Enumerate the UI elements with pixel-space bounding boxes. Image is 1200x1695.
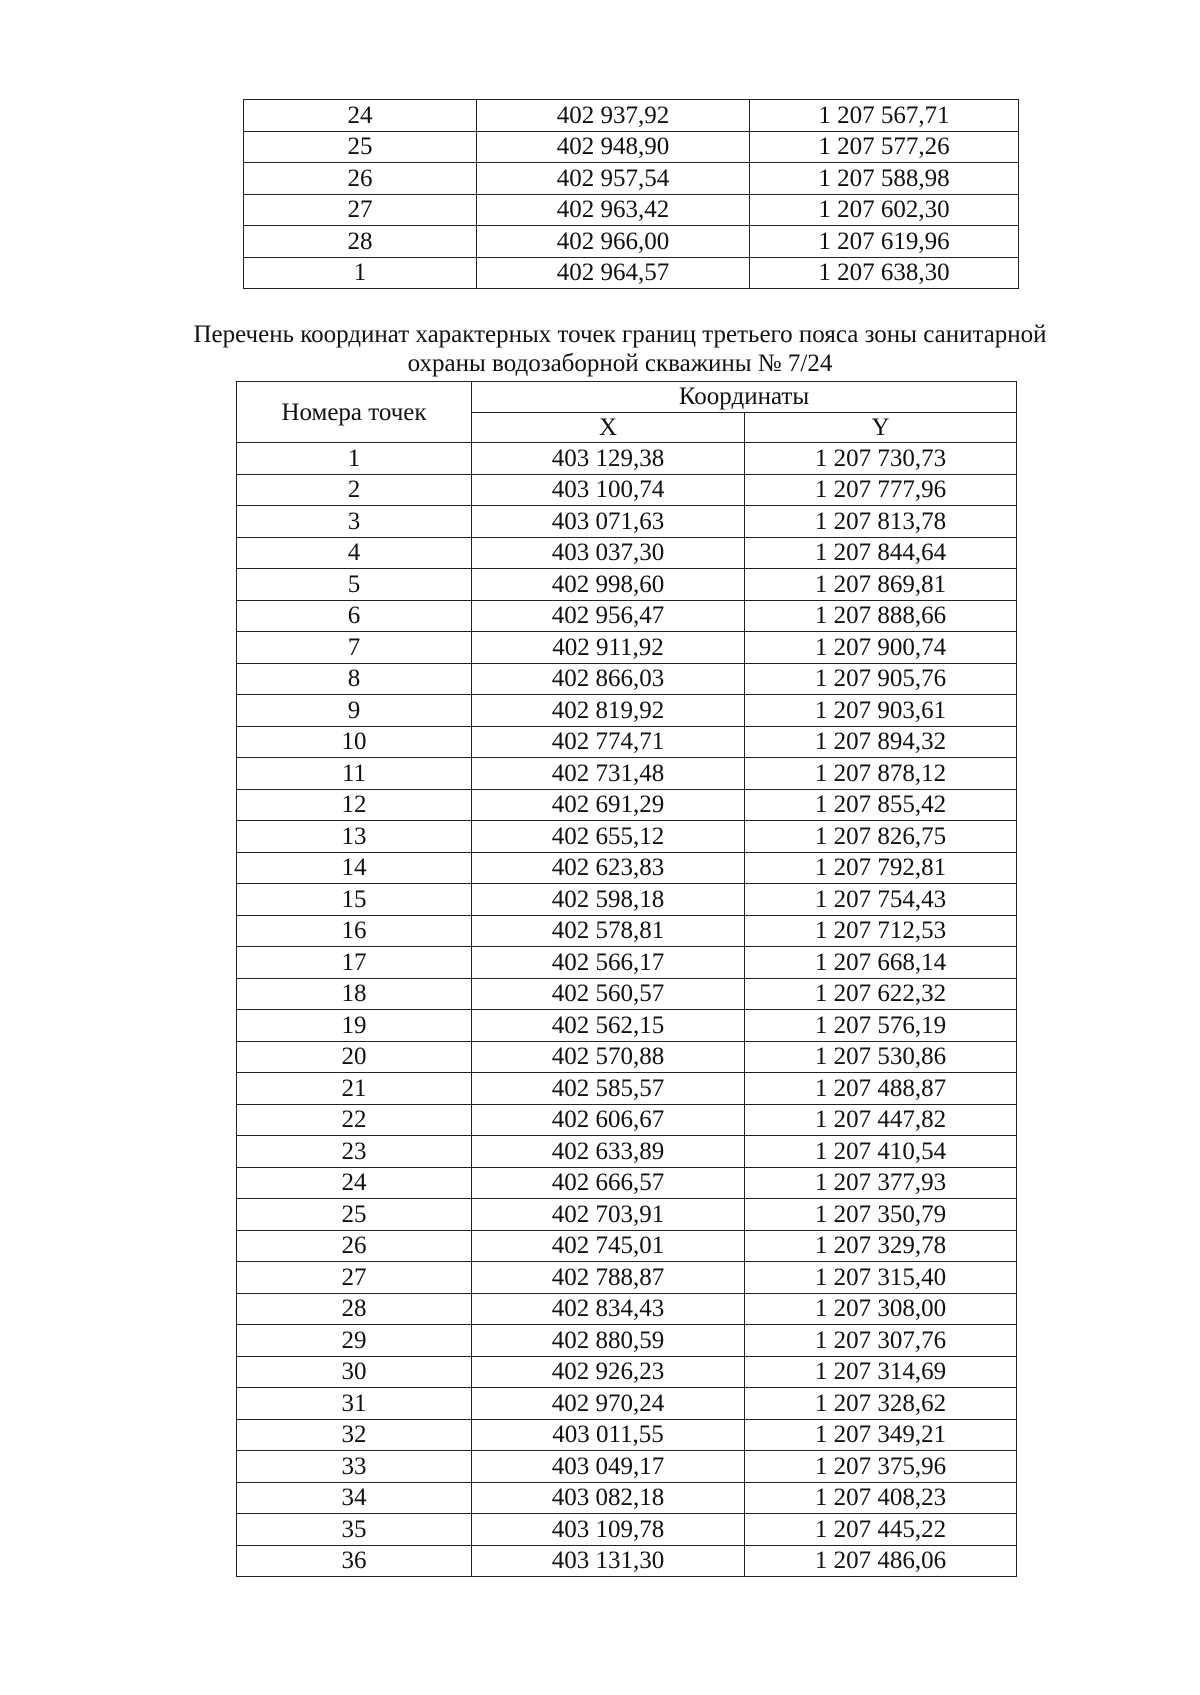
y-coordinate-cell: 1 207 668,14: [745, 947, 1017, 979]
x-coordinate-cell: 402 731,48: [472, 758, 745, 790]
point-number-cell: 34: [237, 1482, 472, 1514]
x-coordinate-cell: 402 866,03: [472, 663, 745, 695]
y-coordinate-cell: 1 207 576,19: [745, 1010, 1017, 1042]
point-number-cell: 1: [237, 443, 472, 475]
y-coordinate-cell: 1 207 754,43: [745, 884, 1017, 916]
y-coordinate-cell: 1 207 314,69: [745, 1356, 1017, 1388]
x-coordinate-cell: 403 129,38: [472, 443, 745, 475]
x-coordinate-cell: 403 109,78: [472, 1514, 745, 1546]
y-coordinate-cell: 1 207 350,79: [745, 1199, 1017, 1231]
y-coordinate-cell: 1 207 567,71: [750, 100, 1019, 132]
point-number-cell: 23: [237, 1136, 472, 1168]
point-number-cell: 4: [237, 537, 472, 569]
point-number-cell: 21: [237, 1073, 472, 1105]
table-row: [237, 978, 1017, 1010]
point-number-cell: 13: [237, 821, 472, 853]
x-coordinate-cell: 403 131,30: [472, 1545, 745, 1577]
x-coordinate-cell: 402 970,24: [472, 1388, 745, 1420]
top-coordinates-table: [243, 99, 1019, 289]
table-row: [244, 163, 1019, 195]
y-coordinate-cell: 1 207 900,74: [745, 632, 1017, 664]
point-number-cell: 19: [237, 1010, 472, 1042]
y-coordinate-cell: 1 207 410,54: [745, 1136, 1017, 1168]
x-coordinate-cell: 402 598,18: [472, 884, 745, 916]
table-body: [237, 443, 1017, 1577]
table-row: [244, 257, 1019, 289]
x-coordinate-cell: 402 834,43: [472, 1293, 745, 1325]
x-coordinate-cell: 402 633,89: [472, 1136, 745, 1168]
point-number-cell: 33: [237, 1451, 472, 1483]
y-coordinate-cell: 1 207 712,53: [745, 915, 1017, 947]
x-coordinate-cell: 402 691,29: [472, 789, 745, 821]
x-coordinate-cell: 402 788,87: [472, 1262, 745, 1294]
point-number-cell: 1: [244, 257, 477, 289]
table-row: [237, 569, 1017, 601]
x-coordinate-cell: 402 585,57: [472, 1073, 745, 1105]
table-row: [244, 100, 1019, 132]
x-coordinate-cell: 402 703,91: [472, 1199, 745, 1231]
table-row: [237, 1356, 1017, 1388]
table-row: [244, 131, 1019, 163]
table-row: [237, 1167, 1017, 1199]
point-number-cell: 27: [237, 1262, 472, 1294]
y-coordinate-cell: 1 207 903,61: [745, 695, 1017, 727]
y-coordinate-cell: 1 207 307,76: [745, 1325, 1017, 1357]
table-row: [237, 1010, 1017, 1042]
point-number-cell: 27: [244, 194, 477, 226]
x-coordinate-cell: 402 666,57: [472, 1167, 745, 1199]
table-caption: [120, 320, 1120, 378]
x-coordinate-cell: 402 560,57: [472, 978, 745, 1010]
table-row: [237, 947, 1017, 979]
point-number-cell: 17: [237, 947, 472, 979]
x-coordinate-cell: 402 956,47: [472, 600, 745, 632]
x-coordinate-cell: 402 623,83: [472, 852, 745, 884]
point-number-cell: 6: [237, 600, 472, 632]
y-coordinate-cell: 1 207 619,96: [750, 226, 1019, 258]
header-points: Номера точек: [237, 382, 472, 443]
point-number-cell: 11: [237, 758, 472, 790]
table-row: [237, 1545, 1017, 1577]
x-coordinate-cell: 403 011,55: [472, 1419, 745, 1451]
x-coordinate-cell: 402 570,88: [472, 1041, 745, 1073]
y-coordinate-cell: 1 207 888,66: [745, 600, 1017, 632]
x-coordinate-cell: 402 963,42: [477, 194, 750, 226]
x-coordinate-cell: 402 562,15: [472, 1010, 745, 1042]
point-number-cell: 28: [237, 1293, 472, 1325]
x-coordinate-cell: 402 606,67: [472, 1104, 745, 1136]
table-row: [237, 1073, 1017, 1105]
x-coordinate-cell: 403 037,30: [472, 537, 745, 569]
x-coordinate-cell: 402 957,54: [477, 163, 750, 195]
point-number-cell: 32: [237, 1419, 472, 1451]
caption-line-1: Перечень координат характерных точек границ третьего пояса зоны санитарной: [193, 321, 1047, 348]
y-coordinate-cell: 1 207 878,12: [745, 758, 1017, 790]
y-coordinate-cell: 1 207 813,78: [745, 506, 1017, 538]
point-number-cell: 26: [244, 163, 477, 195]
y-coordinate-cell: 1 207 855,42: [745, 789, 1017, 821]
table-row: [237, 1230, 1017, 1262]
table-row: [237, 758, 1017, 790]
x-coordinate-cell: 402 948,90: [477, 131, 750, 163]
y-coordinate-cell: 1 207 905,76: [745, 663, 1017, 695]
table-row: [237, 600, 1017, 632]
point-number-cell: 16: [237, 915, 472, 947]
table-row: [237, 1514, 1017, 1546]
x-coordinate-cell: 402 964,57: [477, 257, 750, 289]
y-coordinate-cell: 1 207 486,06: [745, 1545, 1017, 1577]
y-coordinate-cell: 1 207 730,73: [745, 443, 1017, 475]
table-row: [237, 1419, 1017, 1451]
y-coordinate-cell: 1 207 328,62: [745, 1388, 1017, 1420]
table-row: [237, 1199, 1017, 1231]
x-coordinate-cell: 402 998,60: [472, 569, 745, 601]
x-coordinate-cell: 403 071,63: [472, 506, 745, 538]
x-coordinate-cell: 403 049,17: [472, 1451, 745, 1483]
point-number-cell: 22: [237, 1104, 472, 1136]
x-coordinate-cell: 402 880,59: [472, 1325, 745, 1357]
y-coordinate-cell: 1 207 530,86: [745, 1041, 1017, 1073]
point-number-cell: 28: [244, 226, 477, 258]
table-row: [237, 1136, 1017, 1168]
point-number-cell: 8: [237, 663, 472, 695]
y-coordinate-cell: 1 207 447,82: [745, 1104, 1017, 1136]
table-row: [237, 1293, 1017, 1325]
point-number-cell: 10: [237, 726, 472, 758]
table-header: [237, 382, 1017, 443]
x-coordinate-cell: 402 774,71: [472, 726, 745, 758]
header-x: X: [472, 412, 745, 443]
header-coordinates: Координаты: [472, 382, 1017, 413]
header-y: Y: [745, 412, 1017, 443]
point-number-cell: 35: [237, 1514, 472, 1546]
point-number-cell: 5: [237, 569, 472, 601]
point-number-cell: 25: [244, 131, 477, 163]
table-row: [237, 1262, 1017, 1294]
y-coordinate-cell: 1 207 377,93: [745, 1167, 1017, 1199]
point-number-cell: 18: [237, 978, 472, 1010]
x-coordinate-cell: 403 082,18: [472, 1482, 745, 1514]
y-coordinate-cell: 1 207 622,32: [745, 978, 1017, 1010]
y-coordinate-cell: 1 207 349,21: [745, 1419, 1017, 1451]
table-row: [237, 474, 1017, 506]
y-coordinate-cell: 1 207 577,26: [750, 131, 1019, 163]
table-row: [244, 226, 1019, 258]
x-coordinate-cell: 402 926,23: [472, 1356, 745, 1388]
coordinates-table: [236, 381, 1017, 1577]
x-coordinate-cell: 403 100,74: [472, 474, 745, 506]
table-row: [237, 1041, 1017, 1073]
y-coordinate-cell: 1 207 894,32: [745, 726, 1017, 758]
point-number-cell: 31: [237, 1388, 472, 1420]
table-row: [237, 789, 1017, 821]
point-number-cell: 26: [237, 1230, 472, 1262]
point-number-cell: 20: [237, 1041, 472, 1073]
x-coordinate-cell: 402 819,92: [472, 695, 745, 727]
point-number-cell: 30: [237, 1356, 472, 1388]
point-number-cell: 2: [237, 474, 472, 506]
table-row: [237, 695, 1017, 727]
x-coordinate-cell: 402 966,00: [477, 226, 750, 258]
point-number-cell: 7: [237, 632, 472, 664]
table-row: [237, 443, 1017, 475]
point-number-cell: 24: [237, 1167, 472, 1199]
table-row: [237, 1451, 1017, 1483]
x-coordinate-cell: 402 937,92: [477, 100, 750, 132]
table-row: [237, 663, 1017, 695]
point-number-cell: 15: [237, 884, 472, 916]
y-coordinate-cell: 1 207 408,23: [745, 1482, 1017, 1514]
point-number-cell: 14: [237, 852, 472, 884]
y-coordinate-cell: 1 207 826,75: [745, 821, 1017, 853]
table-row: [237, 726, 1017, 758]
y-coordinate-cell: 1 207 315,40: [745, 1262, 1017, 1294]
table-row: [237, 632, 1017, 664]
y-coordinate-cell: 1 207 588,98: [750, 163, 1019, 195]
y-coordinate-cell: 1 207 844,64: [745, 537, 1017, 569]
point-number-cell: 29: [237, 1325, 472, 1357]
table-row: [237, 852, 1017, 884]
y-coordinate-cell: 1 207 638,30: [750, 257, 1019, 289]
x-coordinate-cell: 402 578,81: [472, 915, 745, 947]
x-coordinate-cell: 402 566,17: [472, 947, 745, 979]
y-coordinate-cell: 1 207 329,78: [745, 1230, 1017, 1262]
point-number-cell: 3: [237, 506, 472, 538]
point-number-cell: 36: [237, 1545, 472, 1577]
y-coordinate-cell: 1 207 602,30: [750, 194, 1019, 226]
table-row: [237, 1388, 1017, 1420]
x-coordinate-cell: 402 911,92: [472, 632, 745, 664]
y-coordinate-cell: 1 207 792,81: [745, 852, 1017, 884]
point-number-cell: 12: [237, 789, 472, 821]
table-row: [237, 506, 1017, 538]
table-row: [237, 1104, 1017, 1136]
table-row: [244, 194, 1019, 226]
y-coordinate-cell: 1 207 869,81: [745, 569, 1017, 601]
table-row: [237, 884, 1017, 916]
caption-line-2: охраны водозаборной скважины № 7/24: [407, 350, 833, 377]
y-coordinate-cell: 1 207 308,00: [745, 1293, 1017, 1325]
table-row: [237, 537, 1017, 569]
table-row: [237, 1325, 1017, 1357]
point-number-cell: 25: [237, 1199, 472, 1231]
y-coordinate-cell: 1 207 375,96: [745, 1451, 1017, 1483]
x-coordinate-cell: 402 745,01: [472, 1230, 745, 1262]
table-row: [237, 1482, 1017, 1514]
y-coordinate-cell: 1 207 777,96: [745, 474, 1017, 506]
y-coordinate-cell: 1 207 445,22: [745, 1514, 1017, 1546]
point-number-cell: 24: [244, 100, 477, 132]
x-coordinate-cell: 402 655,12: [472, 821, 745, 853]
y-coordinate-cell: 1 207 488,87: [745, 1073, 1017, 1105]
table-row: [237, 821, 1017, 853]
table-row: [237, 915, 1017, 947]
top-table-body: [244, 100, 1019, 289]
point-number-cell: 9: [237, 695, 472, 727]
